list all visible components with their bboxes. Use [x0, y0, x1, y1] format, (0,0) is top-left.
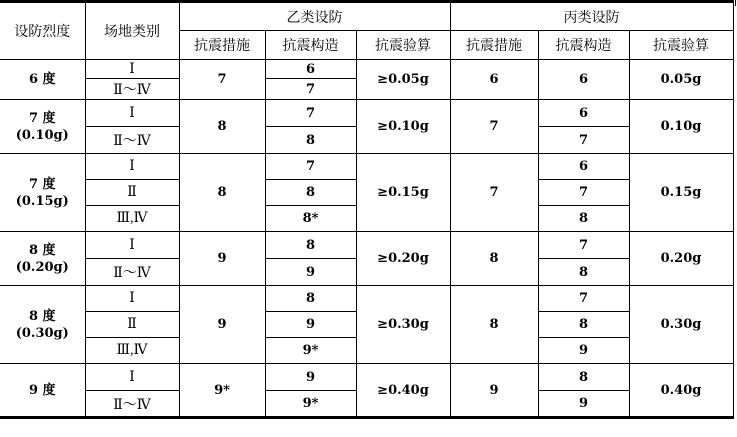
- c-check-cell: 0.10g: [629, 100, 733, 154]
- intensity-acceleration: (0.15g): [15, 193, 69, 209]
- header-c-check: 抗震验算: [629, 31, 733, 60]
- b-measure-cell: 8: [179, 100, 265, 154]
- intensity-acceleration: (0.30g): [15, 325, 69, 341]
- header-c-measures: 抗震措施: [450, 31, 538, 60]
- b-structure-cell: 8: [265, 127, 356, 154]
- b-measure-cell: 7: [179, 60, 265, 100]
- site-class-cell: Ⅱ～Ⅳ: [85, 391, 179, 418]
- intensity-acceleration: (0.20g): [15, 259, 69, 275]
- c-measure-cell: 7: [450, 100, 538, 154]
- intensity-cell: [0, 286, 85, 364]
- b-structure-cell: 8: [265, 286, 356, 312]
- header-c-structure: 抗震构造: [538, 31, 629, 60]
- c-structure-cell: 6: [538, 60, 629, 100]
- b-structure-cell: 7: [265, 79, 356, 100]
- b-check-cell: ≥0.20g: [356, 232, 450, 286]
- b-measure-cell: 8: [179, 154, 265, 232]
- c-measure-cell: 6: [450, 60, 538, 100]
- intensity-label: 7 度: [28, 110, 56, 126]
- intensity-acceleration: (0.10g): [15, 127, 69, 143]
- header-class-b: 乙类设防: [179, 2, 450, 31]
- c-check-cell: 0.05g: [629, 60, 733, 100]
- c-structure-cell: 6: [538, 154, 629, 180]
- b-structure-cell: 9*: [265, 338, 356, 364]
- frame-edge: [735, 0, 736, 6]
- c-structure-cell: 9: [538, 338, 629, 364]
- header-class-c: 丙类设防: [450, 2, 733, 31]
- c-measure-cell: 9: [450, 364, 538, 418]
- b-check-cell: ≥0.15g: [356, 154, 450, 232]
- header-b-check: 抗震验算: [356, 31, 450, 60]
- b-measure-cell: 9*: [179, 364, 265, 418]
- site-class-cell: Ⅲ,Ⅳ: [85, 338, 179, 364]
- b-check-cell: ≥0.40g: [356, 364, 450, 418]
- c-structure-cell: 7: [538, 286, 629, 312]
- site-class-cell: Ⅰ: [85, 232, 179, 259]
- table-body: [0, 60, 733, 418]
- b-structure-cell: 6: [265, 60, 356, 79]
- table-row: [0, 154, 733, 180]
- c-measure-cell: 8: [450, 232, 538, 286]
- site-class-cell: Ⅱ: [85, 312, 179, 338]
- b-measure-cell: 9: [179, 232, 265, 286]
- intensity-cell: [0, 154, 85, 232]
- header-b-measures: 抗震措施: [179, 31, 265, 60]
- c-structure-cell: 7: [538, 127, 629, 154]
- c-structure-cell: 9: [538, 391, 629, 418]
- header-b-structure: 抗震构造: [265, 31, 356, 60]
- intensity-label: 7 度: [28, 176, 56, 192]
- site-class-cell: Ⅱ～Ⅳ: [85, 259, 179, 286]
- c-structure-cell: 6: [538, 100, 629, 127]
- site-class-cell: Ⅱ～Ⅳ: [85, 79, 179, 100]
- c-check-cell: 0.40g: [629, 364, 733, 418]
- c-structure-cell: 8: [538, 364, 629, 391]
- c-check-cell: 0.20g: [629, 232, 733, 286]
- b-structure-cell: 9: [265, 312, 356, 338]
- c-measure-cell: 7: [450, 154, 538, 232]
- b-check-cell: ≥0.05g: [356, 60, 450, 100]
- b-structure-cell: 9: [265, 259, 356, 286]
- site-class-cell: Ⅱ: [85, 180, 179, 206]
- header-site-class: 场地类别: [85, 2, 179, 60]
- b-structure-cell: 8: [265, 232, 356, 259]
- site-class-cell: Ⅰ: [85, 60, 179, 79]
- b-structure-cell: 8*: [265, 206, 356, 232]
- site-class-cell: Ⅰ: [85, 100, 179, 127]
- c-structure-cell: 8: [538, 206, 629, 232]
- c-structure-cell: 7: [538, 232, 629, 259]
- b-structure-cell: 9: [265, 364, 356, 391]
- intensity-label: 9 度: [28, 382, 56, 398]
- site-class-cell: Ⅲ,Ⅳ: [85, 206, 179, 232]
- b-structure-cell: 9*: [265, 391, 356, 418]
- intensity-cell: [0, 60, 85, 100]
- header-intensity: 设防烈度: [0, 2, 85, 60]
- b-structure-cell: 8: [265, 180, 356, 206]
- c-measure-cell: 8: [450, 286, 538, 364]
- b-check-cell: ≥0.30g: [356, 286, 450, 364]
- intensity-cell: [0, 232, 85, 286]
- table-row: [0, 60, 733, 79]
- table-row: [0, 286, 733, 312]
- c-check-cell: 0.30g: [629, 286, 733, 364]
- b-structure-cell: 7: [265, 154, 356, 180]
- c-structure-cell: 7: [538, 180, 629, 206]
- intensity-label: 6 度: [28, 72, 56, 87]
- site-class-cell: Ⅰ: [85, 286, 179, 312]
- table-row: [0, 232, 733, 259]
- c-check-cell: 0.15g: [629, 154, 733, 232]
- table-row: [0, 364, 733, 391]
- c-structure-cell: 8: [538, 312, 629, 338]
- site-class-cell: Ⅱ～Ⅳ: [85, 127, 179, 154]
- intensity-label: 8 度: [28, 308, 56, 324]
- site-class-cell: Ⅰ: [85, 364, 179, 391]
- table-row: [0, 100, 733, 127]
- intensity-cell: [0, 100, 85, 154]
- b-structure-cell: 7: [265, 100, 356, 127]
- c-structure-cell: 8: [538, 259, 629, 286]
- site-class-cell: Ⅰ: [85, 154, 179, 180]
- b-measure-cell: 9: [179, 286, 265, 364]
- intensity-label: 8 度: [28, 242, 56, 258]
- intensity-cell: [0, 364, 85, 418]
- b-check-cell: ≥0.10g: [356, 100, 450, 154]
